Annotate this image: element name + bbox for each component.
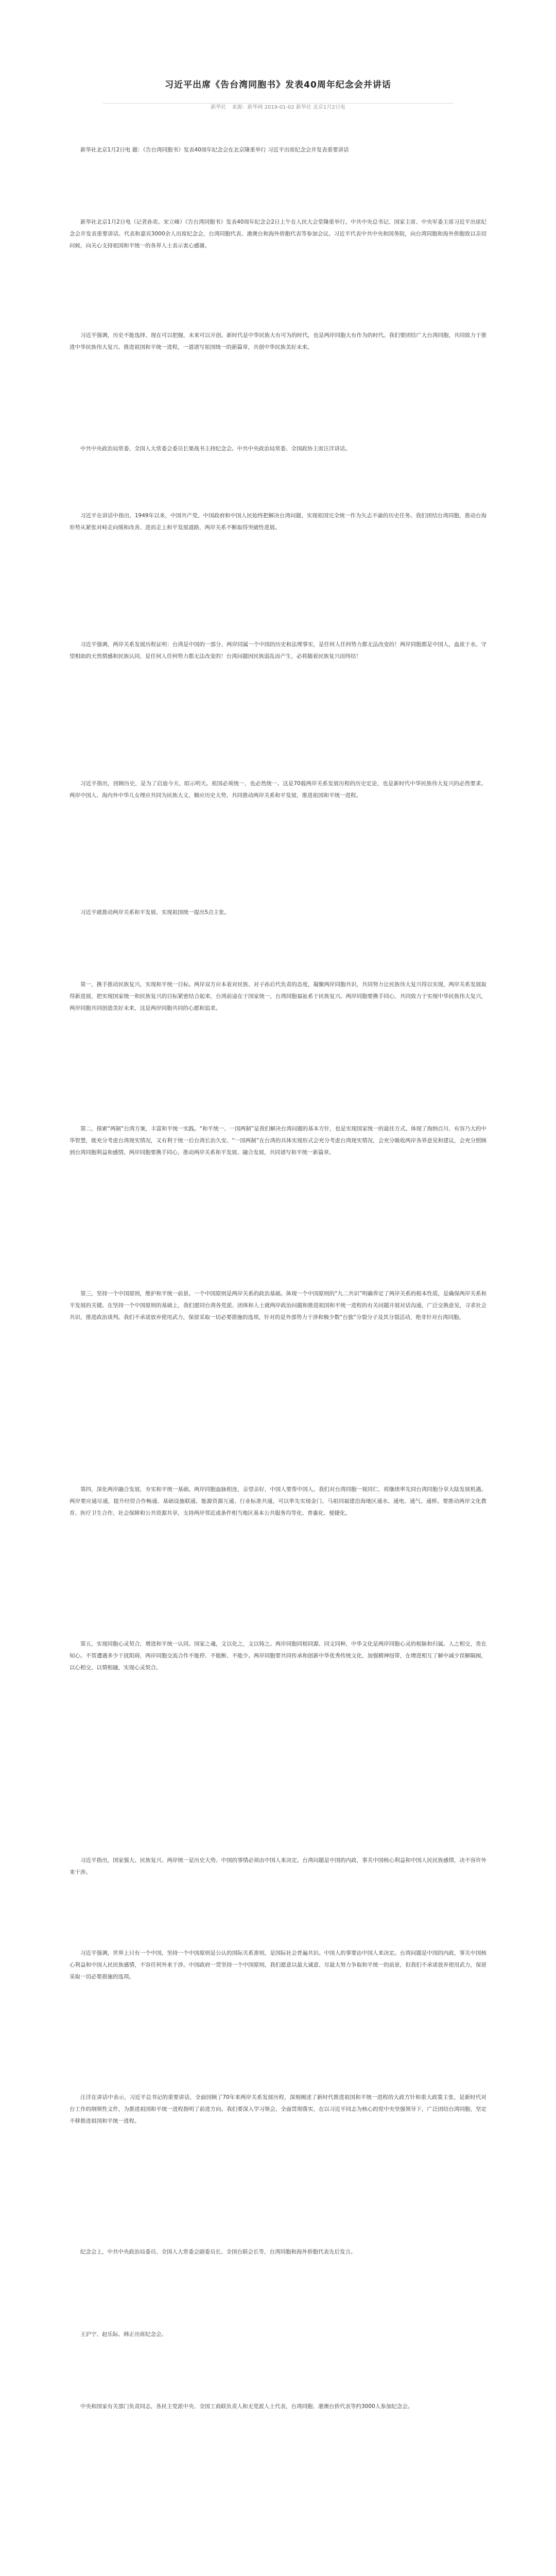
paragraph: 新华社北京1月2日电（记者孙奕、宋立峰）《告台湾同胞书》发表40周年纪念会2日上午在人民大会堂隆重举行。中共中央总书记、国家主席、中央军委主席习近平出席纪念会并发表重要讲话。代表和嘉宾3000余人出席纪念会，台湾同胞代表、港澳台和海外侨胞代表等参加会议。习近平代表中共中央和国务院，向台湾同胞和海外侨胞致以亲切问候，向关心支持祖国和平统一的各界人士表示衷心感谢。	[70, 219, 486, 249]
paragraph: 习近平强调，世界上只有一个中国，坚持一个中国原则是公认的国际关系准则，是国际社会普遍共识。中国人的事要由中国人来决定。台湾问题是中国的内政，事关中国核心利益和中国人民民族感情，不容任何外来干涉。中国政府一贯坚持一个中国原则，我们愿意以最大诚意、尽最大努力争取和平统一的前景，但我们不承诺放弃使用武力，保留采取一切必要措施的选项。	[70, 1950, 486, 1980]
page-title: 习近平出席《告台湾同胞书》发表40周年纪念会并讲话	[165, 80, 391, 90]
paragraph: 习近平指出，回顾历史，是为了启迪今天、昭示明天。祖国必须统一，也必然统一。这是70载两岸关系发展历程的历史定论，也是新时代中华民族伟大复兴的必然要求。两岸中国人、海内外中华儿女理应共同为民族大义，顺应历史大势，共同推动两岸关系和平发展，推进祖国和平统一进程。	[70, 781, 486, 799]
paragraph: 第一，携手推动民族复兴，实现和平统一目标。两岸双方应本着对民族、对子孙后代负责的态度，凝聚两岸同胞共识，共同努力让民族伟大复兴得以实现，两岸关系发展取得新进展，把实现国家统一和民族复兴的目标紧密结合起来，台湾前途在于国家统一，台湾同胞福祉系于民族复兴。两岸同胞要携手同心，共同致力于实现中华民族伟大复兴，两岸同胞共同创造美好未来，这是两岸同胞共同的心愿和追求。	[70, 981, 486, 1011]
paragraph: 王沪宁、赵乐际、韩正出席纪念会。	[80, 2331, 167, 2337]
paragraph-lead: 新华社北京1月2日电 题：《告台湾同胞书》发表40周年纪念会在北京隆重举行 习近平出席纪念会并发表重要讲话	[80, 147, 349, 153]
paragraph: 习近平强调，两岸关系发展历程证明：台湾是中国的一部分、两岸同属一个中国的历史和法理事实，是任何人任何势力都无法改变的！两岸同胞都是中国人，血浓于水、守望相助的天然情感和民族认同，是任何人任何势力都无法改变的！台湾问题因民族弱乱而产生，必将随着民族复兴而终结！	[70, 641, 486, 659]
paragraph: 习近平指出，国家强大、民族复兴、两岸统一是历史大势。中国的事情必须由中国人来决定。台湾问题是中国的内政，事关中国核心利益和中国人民民族感情，决不容许外来干涉。	[70, 1857, 486, 1875]
paragraph: 中共中央政治局常委、全国人大常委会委员长栗战书主持纪念会。中共中央政治局常委、全国政协主席汪洋讲话。	[80, 446, 351, 452]
paragraph: 纪念会上，中共中央政治局委员、全国人大常委会副委员长、全国台联会长等，台湾同胞和海外侨胞代表先后发言。	[80, 2249, 356, 2255]
header-divider	[103, 103, 453, 104]
source-label: 新华社	[211, 105, 227, 110]
paragraph: 第四，深化两岸融合发展，夯实和平统一基础。两岸同胞血脉相连，亲望亲好，中国人要帮中国人。我们对台湾同胞一视同仁，将继续率先同台湾同胞分享大陆发展机遇。两岸要应通尽通，提升经贸合作畅通、基础设施联通、能源资源互通、行业标准共通，可以率先实现金门、马祖同福建沿海地区通水、通电、通气、通桥。要推动两岸文化教育、医疗卫生合作，社会保障和公共资源共享，支持两岸邻近或条件相当地区基本公共服务均等化、普惠化、便捷化。	[70, 1486, 486, 1516]
paragraph: 习近平就推动两岸关系和平发展、实现祖国统一提出5点主张。	[80, 909, 230, 916]
article-header	[0, 77, 556, 110]
paragraph: 第三，坚持一个中国原则，维护和平统一前景。一个中国原则是两岸关系的政治基础。体现一个中国原则的“九二共识”明确界定了两岸关系的根本性质，是确保两岸关系和平发展的关键。在坚持一个中国原则的基础上，我们愿同台湾各党派、团体和人士就两岸政治问题和推进祖国和平统一进程的有关问题开展对话沟通，广泛交换意见，寻求社会共识，推进政治谈判。我们不承诺放弃使用武力，保留采取一切必要措施的选项，针对的是外部势力干涉和极少数“台独”分裂分子及其分裂活动，绝非针对台湾同胞。	[70, 1291, 486, 1320]
article-meta	[0, 103, 556, 110]
edition-label: 来源：新华网 2019-01-02 新华社 北京1月2日电	[232, 105, 345, 110]
paragraph: 汪洋在讲话中表示，习近平总书记的重要讲话，全面回顾了70年来两岸关系发展历程，深刻阐述了新时代推进祖国和平统一进程的大政方针和重大政策主张，是新时代对台工作的纲领性文件，为推进祖国和平统一进程指明了前进方向。我们要深入学习领会，全面贯彻落实，在以习近平同志为核心的党中央坚强领导下，广泛团结台湾同胞，坚定不移推进祖国和平统一进程。	[70, 2094, 486, 2124]
paragraph: 第二，探索“两制”台湾方案，丰富和平统一实践。“和平统一、一国两制”是我们解决台湾问题的基本方针，也是实现国家统一的最佳方式。体现了海纳百川、有容乃大的中华智慧，既充分考虑台湾现实情况，又有利于统一后台湾长治久安。“一国两制”在台湾的具体实现形式会充分考虑台湾现实情况，会充分吸收两岸各界意见和建议，会充分照顾到台湾同胞利益和感情。两岸同胞要携手同心，推动两岸关系和平发展、融合发展，共同谱写和平统一新篇章。	[70, 1126, 486, 1156]
paragraph: 第五，实现同胞心灵契合，增进和平统一认同。国家之魂，文以化之，文以铸之。两岸同胞同根同源、同文同种，中华文化是两岸同胞心灵的根脉和归属。人之相交，贵在知心。不管遭遇多少干扰阻碍，两岸同胞交流合作不能停、不能断、不能少。两岸同胞要共同传承和创新中华优秀传统文化，加强精神纽带，在增进相互了解中减少误解隔阂，以心相交、以情相融，实现心灵契合。	[70, 1641, 486, 1671]
paragraph: 中央和国家有关部门负责同志，各民主党派中央、全国工商联负责人和无党派人士代表，台湾同胞、港澳台侨代表等约3000人参加纪念会。	[80, 2403, 413, 2410]
paragraph: 习近平强调，历史不能选择，现在可以把握，未来可以开创。新时代是中华民族大有可为的时代，也是两岸同胞大有作为的时代。我们要团结广大台湾同胞，共同致力于推进中华民族伟大复兴、推进祖国和平统一进程，一道谱写祖国统一的新篇章，共创中华民族美好未来。	[70, 332, 486, 350]
paragraph: 习近平在讲话中指出，1949年以来，中国共产党、中国政府和中国人民始终把解决台湾问题、实现祖国完全统一作为矢志不渝的历史任务。我们团结台湾同胞，推动台海形势从紧张对峙走向缓和改善、进而走上和平发展道路，两岸关系不断取得突破性进展。	[70, 513, 486, 531]
